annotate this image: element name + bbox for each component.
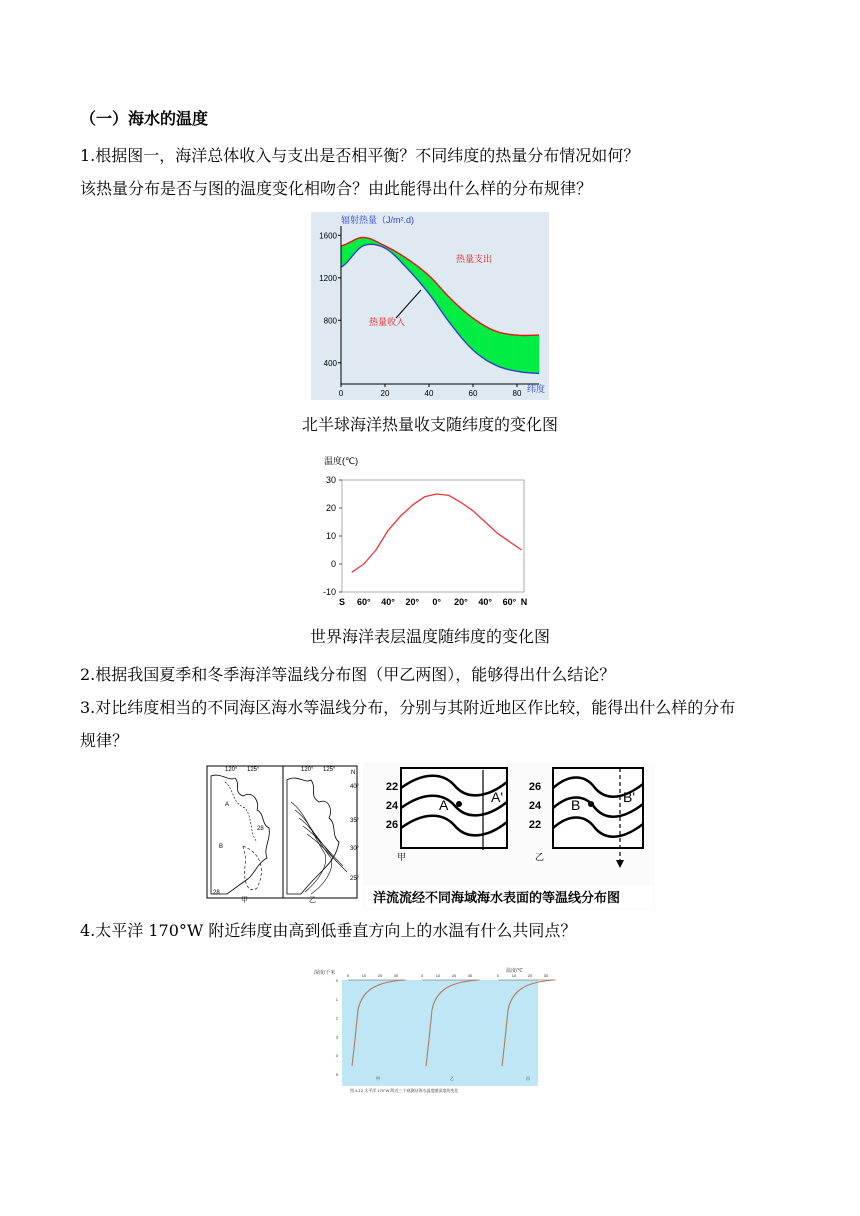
depth-tick-label: 2 — [335, 1015, 338, 1021]
plot-frame — [342, 480, 524, 592]
temp-axis-label: 温度/℃ — [506, 968, 524, 974]
chart-background — [311, 212, 549, 400]
lon-label: 120° — [301, 767, 314, 773]
temp-tick-label: 20 — [377, 973, 383, 978]
y-tick-label: 400 — [323, 358, 337, 368]
depth-temperature-chart — [310, 962, 549, 1100]
budget-band-segment — [477, 321, 479, 355]
point-b-dot — [588, 801, 594, 807]
budget-band-segment — [524, 335, 526, 372]
depth-tick-label: 5 — [335, 1072, 338, 1077]
expense-label: 热量支出 — [456, 254, 493, 264]
y-tick-label: 1200 — [319, 273, 337, 283]
lat-label: 25° — [350, 876, 360, 882]
x-tick-label: 60° — [357, 597, 371, 607]
budget-band-segment — [535, 335, 537, 373]
temp-tick-label: 20 — [451, 973, 457, 978]
temp-tick-label: 10 — [511, 973, 517, 978]
x-tick-label: 60 — [468, 389, 478, 398]
lon-label: 125° — [323, 767, 336, 773]
budget-band-segment — [480, 323, 482, 357]
isotherm-value: 22 — [528, 819, 542, 831]
budget-band-segment — [508, 334, 510, 370]
question-3-line-1: 3.对比纬度相当的不同海区海水等温线分布，分别与其附近地区作比较，能得出什么样的分布 — [80, 698, 736, 717]
budget-band-segment — [444, 292, 446, 318]
budget-band-segment — [455, 303, 457, 333]
depth-tick-label: 1 — [335, 996, 338, 1002]
x-tick-label: 0° — [432, 597, 441, 607]
budget-band-segment — [491, 329, 493, 364]
panel-jia-tag: 甲 — [397, 852, 407, 862]
x-tick-label: 0 — [338, 389, 344, 398]
temp-tick-label: 0 — [496, 973, 500, 978]
isotherm-value: 22 — [385, 781, 399, 793]
budget-band-segment — [506, 334, 508, 370]
budget-band-segment — [502, 333, 504, 368]
point-a-label: A — [225, 802, 230, 808]
temp-tick-label: 0 — [346, 973, 350, 978]
china-sea-isotherm-maps — [205, 762, 360, 902]
budget-band-segment — [447, 295, 449, 322]
income-label: 热量收入 — [369, 317, 406, 327]
point-a-prime-label: A' — [491, 789, 504, 805]
surface-temperature-chart — [312, 452, 548, 612]
budget-band-segment — [486, 327, 488, 362]
figure-4-caption: 图 4-12 太平洋 170°W 附近三个观测站海水温度随深度的变化 — [350, 1088, 459, 1093]
depth-tick-label: 3 — [335, 1034, 338, 1040]
temp-tick-label: 30 — [467, 973, 473, 978]
x-tick-label: 40° — [381, 597, 395, 607]
budget-band-segment — [519, 335, 521, 372]
budget-band-segment — [513, 335, 515, 371]
section-title: （一）海水的温度 — [80, 109, 209, 128]
x-tick-label: 60° — [502, 597, 517, 607]
lon-label: 125° — [247, 767, 260, 773]
budget-band-segment — [484, 325, 486, 360]
budget-band-segment — [460, 307, 462, 338]
x-tick-label: 40 — [424, 389, 434, 398]
point-b-prime-label: B' — [623, 789, 636, 805]
depth-tick-label: 0 — [335, 978, 338, 983]
lat-label: 40° — [350, 784, 360, 790]
budget-band-segment — [532, 335, 534, 373]
x-tick-label: 20° — [454, 597, 468, 607]
budget-band-segment — [475, 320, 477, 354]
budget-band-segment — [499, 332, 501, 367]
budget-band-segment — [526, 335, 528, 372]
lat-label: 35° — [350, 818, 360, 824]
point-a-label: A — [439, 797, 449, 813]
map-yi-tag: 乙 — [309, 897, 316, 904]
station-label: 甲 — [376, 1076, 380, 1081]
budget-band-segment — [537, 335, 539, 373]
heat-budget-chart — [311, 212, 549, 400]
budget-band-segment — [517, 335, 519, 372]
question-3-line-2: 规律？ — [80, 731, 129, 750]
budget-band-segment — [462, 309, 464, 341]
isotherm-value: 26 — [528, 781, 542, 793]
y-axis-label: 温度(℃) — [324, 456, 359, 466]
map-jia-tag: 甲 — [241, 897, 248, 904]
budget-band-segment — [504, 333, 506, 368]
x-tick-label: 80 — [512, 389, 522, 398]
budget-band-segment — [473, 318, 475, 352]
budget-band-segment — [449, 297, 451, 325]
budget-band-segment — [345, 243, 347, 263]
isotherm-value: 28 — [257, 826, 264, 832]
current-isotherm-diagram — [363, 762, 655, 910]
temperature-line — [352, 494, 522, 572]
question-4: 4.太平洋 170°W 附近纬度由高到低垂直方向上的水温有什么共同点？ — [80, 921, 577, 940]
temp-tick-label: 10 — [435, 973, 441, 978]
x-tick-label: 40° — [478, 597, 492, 607]
budget-band-segment — [488, 328, 490, 363]
diagram-title: 洋流流经不同海域海水表面的等温线分布图 — [373, 890, 621, 905]
x-tick-label: N — [520, 597, 528, 607]
budget-band-segment — [451, 299, 453, 327]
budget-band-segment — [528, 335, 530, 373]
temp-tick-label: 20 — [527, 973, 533, 978]
isotherm-value: 24 — [528, 800, 542, 812]
budget-band-segment — [495, 331, 497, 366]
temp-tick-label: 0 — [420, 973, 424, 978]
depth-axis-label: 深度/千米 — [314, 970, 336, 976]
isotherm-value: 28 — [213, 890, 220, 896]
budget-band-segment — [497, 332, 499, 367]
map-yi-frame — [283, 766, 357, 898]
budget-band-segment — [466, 313, 468, 346]
x-axis-label: 纬度 — [527, 384, 546, 394]
figure-1-caption: 北半球海洋热量收支随纬度的变化图 — [301, 415, 558, 434]
x-tick-label: 20° — [405, 597, 420, 607]
point-b-label: B — [219, 844, 224, 850]
isotherm-value: 26 — [385, 819, 399, 831]
point-b-label: B — [571, 797, 581, 813]
budget-band-segment — [515, 335, 517, 371]
panel-yi-tag: 乙 — [535, 852, 545, 862]
y-tick-label: 30 — [325, 475, 336, 485]
question-2: 2.根据我国夏季和冬季海洋等温线分布图（甲乙两图），能够得出什么结论？ — [80, 665, 616, 684]
budget-band-segment — [482, 324, 484, 359]
y-tick-label: -10 — [322, 587, 336, 597]
question-1-line-1: 1.根据图一，海洋总体收入与支出是否相平衡？不同纬度的热量分布情况如何？ — [80, 146, 640, 165]
y-tick-label: 1600 — [319, 231, 337, 241]
temp-tick-label: 30 — [543, 973, 549, 978]
budget-band-segment — [530, 335, 532, 373]
budget-band-segment — [453, 301, 455, 330]
isotherm-value: 24 — [385, 800, 399, 812]
station-label: 乙 — [450, 1076, 454, 1081]
depth-tick-label: 4 — [335, 1053, 338, 1059]
y-axis-label: 辐射热量（J/m².d) — [341, 215, 414, 225]
budget-band-segment — [510, 334, 512, 370]
lon-label: 120° — [225, 767, 238, 773]
station-label: 丙 — [526, 1076, 530, 1081]
budget-band-segment — [493, 330, 495, 365]
budget-band-segment — [469, 315, 471, 348]
lat-label: 30° — [350, 846, 360, 852]
budget-band-segment — [458, 305, 460, 335]
y-tick-label: 0 — [330, 559, 336, 569]
y-tick-label: 800 — [323, 316, 337, 326]
budget-band-segment — [464, 311, 466, 343]
budget-band-segment — [521, 335, 523, 372]
y-tick-label: 10 — [325, 531, 336, 541]
x-tick-label: 20 — [380, 389, 390, 398]
x-tick-label: S — [338, 597, 346, 607]
temp-tick-label: 10 — [361, 973, 367, 978]
point-a-dot — [456, 801, 462, 807]
sea-area — [342, 980, 538, 1086]
figure-2-caption: 世界海洋表层温度随纬度的变化图 — [309, 627, 550, 646]
question-1-line-2: 该热量分布是否与图的温度变化相吻合？由此能得出什么样的分布规律？ — [80, 179, 593, 198]
budget-band-segment — [471, 317, 473, 350]
budget-band-segment — [343, 245, 345, 266]
temp-tick-label: 30 — [393, 973, 399, 978]
north-label: N — [351, 770, 356, 776]
y-tick-label: 20 — [325, 503, 336, 513]
